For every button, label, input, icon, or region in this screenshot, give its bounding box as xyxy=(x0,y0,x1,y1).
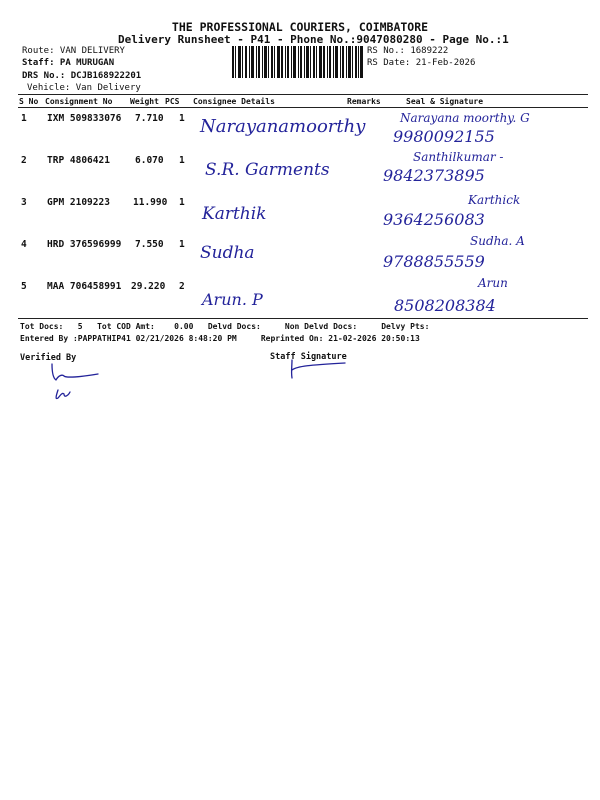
verified-by-label: Verified By xyxy=(20,353,77,363)
row-4-weight: 7.550 xyxy=(135,239,164,250)
row-2-pcs: 1 xyxy=(179,155,185,166)
row-2-seal-phone-handwriting: 9842373895 xyxy=(383,166,485,185)
row-2-consignment: TRP 4806421 xyxy=(47,155,110,166)
staff-label: Staff: PA MURUGAN xyxy=(22,58,115,68)
row-3-consignment: GPM 2109223 xyxy=(47,197,110,208)
col-header-seal: Seal & Signature xyxy=(406,97,484,106)
row-4-seal-name-handwriting: Sudha. A xyxy=(470,234,525,248)
row-3-consignee-handwriting: Karthik xyxy=(202,204,267,224)
row-3-sno: 3 xyxy=(21,197,27,208)
row-2-seal-name-handwriting: Santhilkumar - xyxy=(413,150,504,164)
staff-signature-mark xyxy=(285,356,355,386)
row-5-sno: 5 xyxy=(21,281,27,292)
row-1-seal-name-handwriting: Narayana moorthy. G xyxy=(400,111,530,125)
row-1-sno: 1 xyxy=(21,113,27,124)
vehicle-label: Vehicle: Van Delivery xyxy=(27,83,141,93)
rs-number: RS No.: 1689222 xyxy=(367,46,449,56)
row-5-seal-name-handwriting: Arun xyxy=(478,276,508,290)
row-4-pcs: 1 xyxy=(179,239,185,250)
row-2-consignee-handwriting: S.R. Garments xyxy=(205,160,330,180)
route-label: Route: VAN DELIVERY xyxy=(22,46,125,56)
barcode-image xyxy=(232,46,364,78)
staff-signature-label: Staff Signature xyxy=(270,352,347,362)
row-3-pcs: 1 xyxy=(179,197,185,208)
col-header-sno: S No xyxy=(19,97,39,106)
table-bottom-rule xyxy=(18,318,588,319)
row-5-consignment: MAA 706458991 xyxy=(47,281,122,292)
row-5-consignee-handwriting: Arun. P xyxy=(202,290,263,309)
row-1-weight: 7.710 xyxy=(135,113,164,124)
table-header-rule xyxy=(18,107,588,108)
row-2-weight: 6.070 xyxy=(135,155,164,166)
runsheet-subtitle: Delivery Runsheet - P41 - Phone No.:9047080280 - Page No.:1 xyxy=(118,33,509,46)
drs-number: DRS No.: DCJB168922201 xyxy=(22,71,142,81)
col-header-pcs: PCS xyxy=(165,97,180,106)
rs-date: RS Date: 21-Feb-2026 xyxy=(367,58,476,68)
row-4-seal-phone-handwriting: 9788855559 xyxy=(383,252,485,271)
company-name: THE PROFESSIONAL COURIERS, COIMBATORE xyxy=(171,20,429,34)
col-header-consignment: Consignment No xyxy=(45,97,113,106)
row-3-seal-name-handwriting: Karthick xyxy=(468,193,521,207)
table-top-rule xyxy=(18,94,588,95)
col-header-consignee: Consignee Details xyxy=(193,97,275,106)
row-1-consignee-handwriting: Narayanamoorthy xyxy=(200,116,366,137)
row-2-sno: 2 xyxy=(21,155,27,166)
row-4-consignee-handwriting: Sudha xyxy=(200,243,255,263)
entered-by-line: Entered By :PAPPATHIP41 02/21/2026 8:48:20 PM Reprinted On: 21-02-2026 20:50:13 xyxy=(20,334,420,343)
totals-line: Tot Docs: 5 Tot COD Amt: 0.00 Delvd Docs: Non Delvd Docs: Delvy Pts: xyxy=(20,322,430,331)
row-3-seal-phone-handwriting: 9364256083 xyxy=(383,210,485,229)
row-1-seal-phone-handwriting: 9980092155 xyxy=(393,127,495,146)
col-header-weight: Weight xyxy=(130,97,159,106)
row-5-weight: 29.220 xyxy=(131,281,166,292)
row-1-pcs: 1 xyxy=(179,113,185,124)
col-header-remarks: Remarks xyxy=(347,97,381,106)
row-4-consignment: HRD 376596999 xyxy=(47,239,122,250)
row-3-weight: 11.990 xyxy=(133,197,168,208)
row-1-consignment: IXM 509833076 xyxy=(47,113,122,124)
row-4-sno: 4 xyxy=(21,239,27,250)
row-5-pcs: 2 xyxy=(179,281,185,292)
verified-by-signature xyxy=(40,360,110,410)
row-5-seal-phone-handwriting: 8508208384 xyxy=(394,296,496,315)
